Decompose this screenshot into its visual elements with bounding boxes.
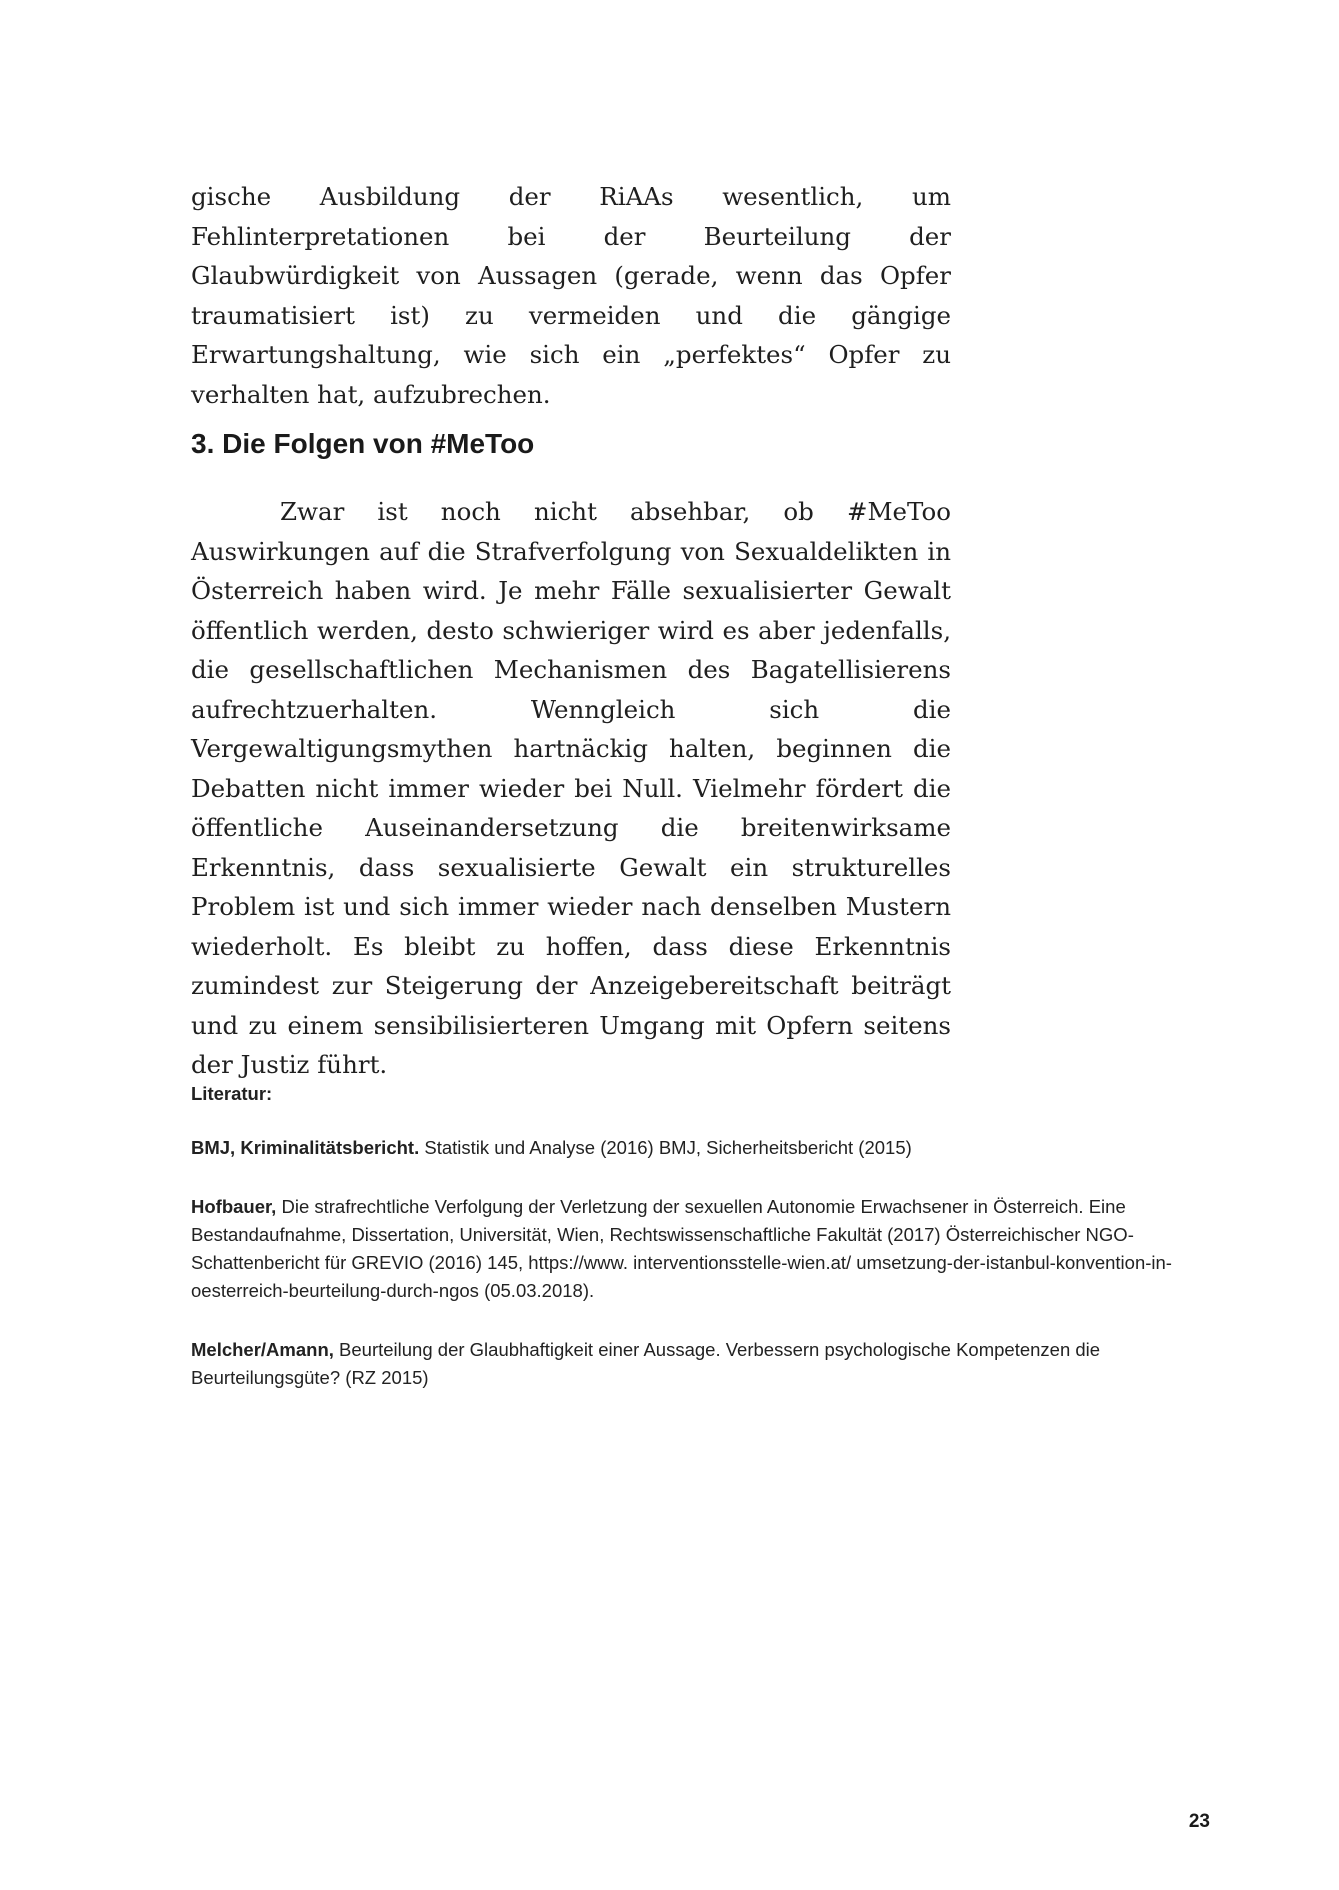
literature-entry [191, 1336, 1201, 1392]
literature-author: BMJ, Kriminalitätsbericht. [191, 1137, 420, 1158]
section-paragraph: Zwar ist noch nicht absehbar, ob #MeToo Auswirkungen auf die Strafverfolgung von Sexualdelikten in Österreich haben wird. Je mehr Fälle sexualisierter Gewalt öffentlich werden, desto schwieriger wird es aber jedenfalls, die gesellschaftlichen Mechanismen des Bagatellisierens aufrechtzuerhalten. Wenngleich sich die Vergewaltigungsmythen hartnäckig halten, beginnen die Debatten nicht immer wieder bei Null. Vielmehr fördert die öffentliche Auseinandersetzung die breitenwirksame Erkenntnis, dass sexualisierte Gewalt ein strukturelles Problem ist und sich immer wieder nach denselben Mustern wiederholt. Es bleibt zu hoffen, dass diese Erkenntnis zumindest zur Steigerung der Anzeigebereitschaft beiträgt und zu einem sensibilisierteren Umgang mit Opfern seitens der Justiz führt. [191, 497, 951, 1079]
continuation-paragraph: gische Ausbildung der RiAAs wesentlich, um Fehlinterpretationen bei der Beurteilung der Glaubwürdigkeit von Aussagen (gerade, wenn das Opfer traumatisiert ist) zu vermeiden und die gängige Erwartungshaltung, wie sich ein „perfektes“ Opfer zu verhalten hat, aufzubrechen. [191, 182, 951, 409]
literature-title: Literatur: [191, 1083, 273, 1104]
literature-entry [191, 1134, 1201, 1162]
literature-author: Hofbauer, [191, 1196, 277, 1217]
literature-text: Statistik und Analyse (2016) BMJ, Sicherheitsbericht (2015) [419, 1137, 912, 1158]
literature-text: Die strafrechtliche Verfolgung der Verletzung der sexuellen Autonomie Erwachsener in Österreich. Eine Bestandaufnahme, Dissertation, Universität, Wien, Rechtswissenschaftliche Fakultät (2017) Österreichischer NGO-Schattenbericht für GREVIO (2016) 145, https://www. interventionsstelle-wien.at/ umsetzung-der-istanbul-konvention-in-oesterreich-beurteilung-durch-ngos (05.03.2018). [191, 1196, 1172, 1301]
literature-text: Beurteilung der Glaubhaftigkeit einer Aussage. Verbessern psychologische Kompetenzen die Beurteilungsgüte? (RZ 2015) [191, 1339, 1101, 1388]
literature-entry [191, 1193, 1201, 1305]
literature-author: Melcher/Amann, [191, 1339, 334, 1360]
page-number: 23 [1188, 1811, 1210, 1832]
section-heading: 3. Die Folgen von #MeToo [191, 428, 535, 459]
